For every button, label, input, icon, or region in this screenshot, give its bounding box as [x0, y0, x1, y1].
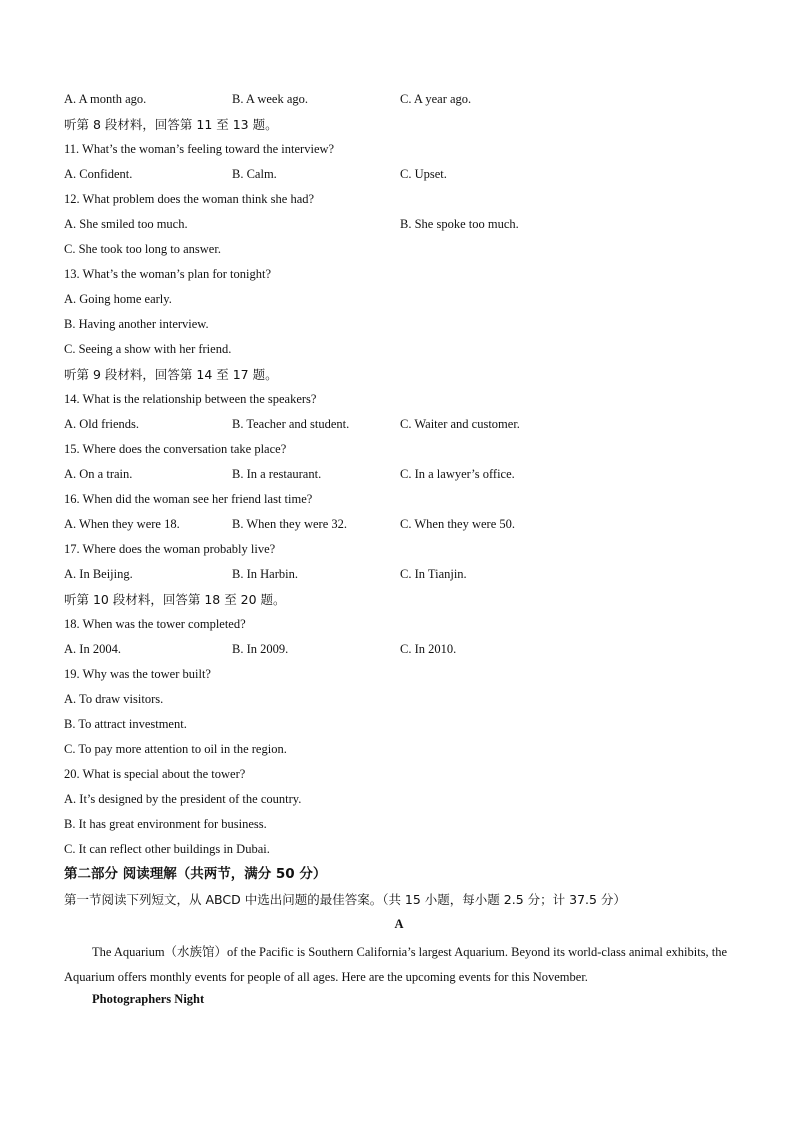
document-content — [64, 90, 734, 1015]
option-b: B. Calm. — [232, 167, 277, 181]
question-20: 20. What is special about the tower? — [64, 767, 246, 781]
option-a: A. A month ago. — [64, 92, 147, 106]
q14-options — [64, 415, 734, 440]
option-b: B. When they were 32. — [232, 517, 348, 531]
option-a: A. Going home early. — [64, 292, 172, 306]
option-b: B. She spoke too much. — [400, 217, 519, 231]
passage-paragraph: The Aquarium（水族馆）of the Pacific is Southern California’s largest Aquarium. Beyond its world-class animal exhibits, the Aquarium offers monthly events for people of all ages. Here are the upcoming events for this November. — [64, 945, 728, 984]
option-b: B. It has great environment for business. — [64, 817, 267, 831]
question-17: 17. Where does the woman probably live? — [64, 542, 276, 556]
option-c: C. In 2010. — [400, 642, 457, 656]
question-13: 13. What’s the woman’s plan for tonight? — [64, 267, 272, 281]
question-16: 16. When did the woman see her friend last time? — [64, 492, 313, 506]
instruction-section-10: 听第 10 段材料，回答第 18 至 20 题。 — [64, 592, 286, 607]
part-two-heading: 第二部分 阅读理解（共两节，满分 50 分） — [64, 866, 327, 882]
option-b: B. In Harbin. — [232, 567, 298, 581]
question-19: 19. Why was the tower built? — [64, 667, 211, 681]
option-b: B. In a restaurant. — [232, 467, 322, 481]
option-a: A. Old friends. — [64, 417, 139, 431]
q10-options — [64, 90, 734, 115]
option-a: A. She smiled too much. — [64, 217, 188, 231]
q15-options — [64, 465, 734, 490]
option-c: C. She took too long to answer. — [64, 242, 221, 256]
question-14: 14. What is the relationship between the speakers? — [64, 392, 317, 406]
option-b: B. In 2009. — [232, 642, 289, 656]
section-one-instruction: 第一节阅读下列短文，从 ABCD 中选出问题的最佳答案。（共 15 小题，每小题 2.5 分；计 37.5 分） — [64, 892, 626, 907]
option-c: C. In a lawyer’s office. — [400, 467, 515, 481]
q12-options — [64, 215, 734, 240]
option-a: A. When they were 18. — [64, 517, 180, 531]
question-11: 11. What’s the woman’s feeling toward the interview? — [64, 142, 335, 156]
option-a: A. In Beijing. — [64, 567, 133, 581]
option-a: A. Confident. — [64, 167, 133, 181]
instruction-section-8: 听第 8 段材料，回答第 11 至 13 题。 — [64, 117, 278, 132]
option-a: A. In 2004. — [64, 642, 121, 656]
option-c: C. Seeing a show with her friend. — [64, 342, 232, 356]
question-18: 18. When was the tower completed? — [64, 617, 246, 631]
question-15: 15. Where does the conversation take place? — [64, 442, 287, 456]
option-c: C. Waiter and customer. — [400, 417, 520, 431]
option-c: C. In Tianjin. — [400, 567, 467, 581]
option-c: C. A year ago. — [400, 92, 472, 106]
option-b: B. Teacher and student. — [232, 417, 350, 431]
option-c: C. To pay more attention to oil in the region. — [64, 742, 287, 756]
option-a: A. On a train. — [64, 467, 133, 481]
passage-subheading: Photographers Night — [92, 992, 205, 1006]
option-b: B. A week ago. — [232, 92, 309, 106]
option-a: A. To draw visitors. — [64, 692, 164, 706]
q18-options — [64, 640, 734, 665]
passage-letter: A — [394, 917, 404, 931]
instruction-section-9: 听第 9 段材料，回答第 14 至 17 题。 — [64, 367, 278, 382]
question-12: 12. What problem does the woman think she had? — [64, 192, 315, 206]
option-c: C. Upset. — [400, 167, 447, 181]
q17-options — [64, 565, 734, 590]
option-c: C. It can reflect other buildings in Dubai. — [64, 842, 270, 856]
q11-options — [64, 165, 734, 190]
option-b: B. Having another interview. — [64, 317, 209, 331]
option-b: B. To attract investment. — [64, 717, 187, 731]
q16-options — [64, 515, 734, 540]
option-a: A. It’s designed by the president of the country. — [64, 792, 302, 806]
option-c: C. When they were 50. — [400, 517, 516, 531]
